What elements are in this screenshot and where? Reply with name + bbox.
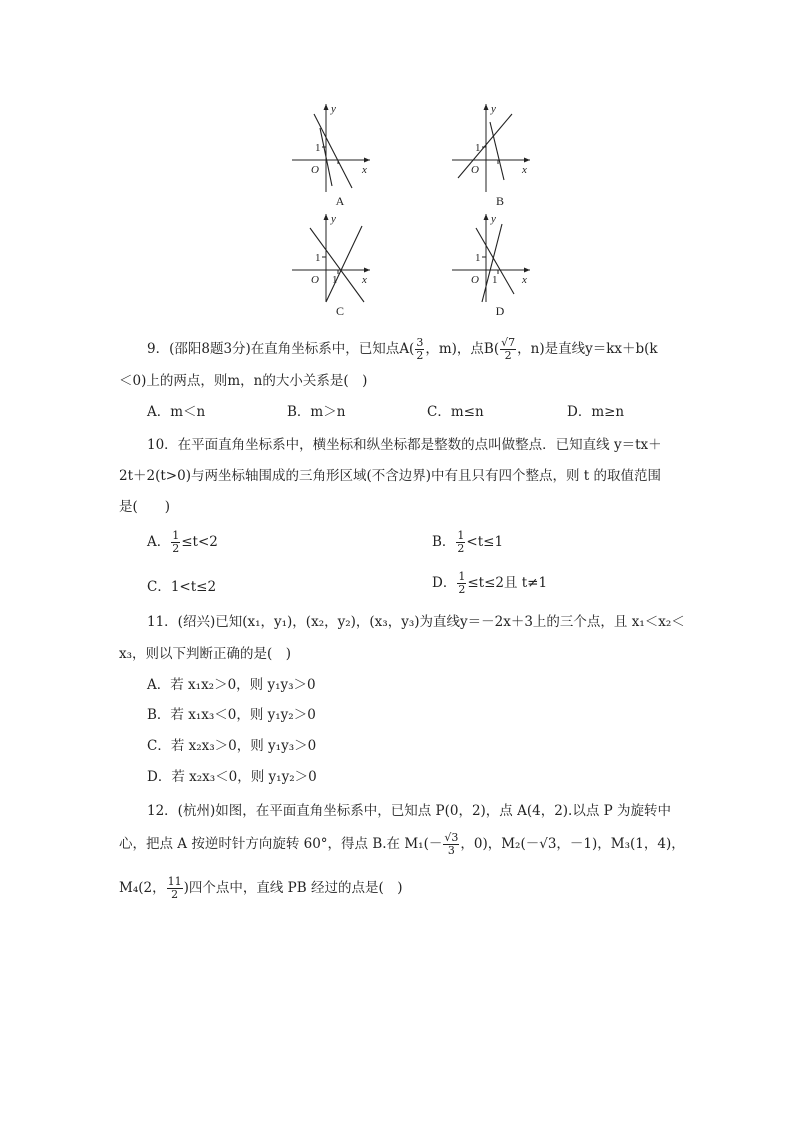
q12-m4-frac: $\frac{11}{2}$ (167, 875, 182, 901)
q11-option-a: A．若 x₁x₂＞0，则 y₁y₃＞0 (147, 677, 316, 693)
q12-line-3: M₄(2， $\frac{11}{2}$ )四个点中，直线 PB 经过的点是( ) (119, 875, 403, 901)
graph-b-caption: B (495, 194, 504, 208)
graph-b-x-label: x (522, 164, 527, 176)
graph-c-x-label: x (362, 274, 367, 286)
q9-option-d: D．m≥n (567, 404, 625, 420)
q12-m1-frac: $\frac{√3}{3}$ (444, 831, 459, 857)
graph-a-y-label: y (331, 103, 336, 115)
graph-c-one: 1 (315, 252, 321, 264)
q12-line-1: 12．(杭州)如图，在平面直角坐标系中，已知点 P(0，2)，点 A(4，2).以点 P 为旋转中 (147, 803, 672, 819)
graph-c-caption: C (335, 304, 344, 318)
graph-c-x-one: 1 (332, 274, 338, 286)
q11-option-c: C．若 x₂x₃＞0，则 y₁y₃＞0 (147, 738, 317, 754)
q10-option-b-frac: $\frac{1}{2}$ (457, 529, 465, 555)
q9-option-b: B．m＞n (287, 404, 346, 420)
q11-line-2: x₃，则以下判断正确的是( ) (119, 646, 292, 662)
q10-line-1: 10．在平面直角坐标系中，横坐标和纵坐标都是整数的点叫做整点．已知直线 y＝tx＋ (147, 437, 662, 453)
q9-line-1 (147, 337, 658, 362)
q10-option-a: A． $\frac{1}{2}$ ≤t<2 (147, 529, 218, 555)
q9-after-b: ，n)是直线y＝kx＋b(k (517, 341, 658, 357)
q12-line-2: 心，把点 A 按逆时针方向旋转 60°，得点 B.在 M₁(－ $\frac{√3}{3}$ ，0)，M₂(－√3，－1)，M₃(1，4)， (119, 831, 685, 857)
q9-line-2: ＜0)上的两点，则m，n的大小关系是( ) (119, 373, 368, 389)
graph-b-origin: O (471, 164, 479, 176)
graph-b (450, 100, 550, 210)
graph-c (290, 210, 390, 320)
graph-d-one: 1 (475, 252, 481, 264)
graph-a (290, 100, 390, 210)
graph-a-x-label: x (362, 164, 367, 176)
q9-option-c: C．m≤n (427, 404, 484, 420)
q9-lead: 9．(邵阳8题3分)在直角坐标系中，已知点 (147, 341, 400, 357)
graph-d-caption: D (495, 304, 505, 318)
q10-option-c: C．1<t≤2 (147, 579, 217, 595)
q10-option-d-frac: $\frac{1}{2}$ (458, 570, 466, 596)
q10-line-3: 是( ) (119, 499, 171, 515)
q9-point-b: B( (483, 341, 500, 357)
graph-d (450, 210, 550, 320)
graph-b-y-label: y (491, 103, 496, 115)
graph-d-y-label: y (491, 213, 496, 225)
q9-frac-a: $\frac{3}{2}$ (416, 336, 424, 362)
graph-a-one: 1 (315, 142, 321, 154)
q9-point-a: A( (399, 341, 415, 357)
q10-option-b: B． $\frac{1}{2}$ <t≤1 (432, 529, 504, 555)
graph-d-plot (450, 210, 550, 305)
graph-b-one: 1 (475, 142, 481, 154)
graph-c-y-label: y (331, 213, 336, 225)
q9-option-a: A．m＜n (147, 404, 206, 420)
graph-a-origin: O (311, 164, 319, 176)
graph-d-x-one: 1 (492, 274, 498, 286)
q10-option-d: D． $\frac{1}{2}$ ≤t≤2且 t≠1 (432, 570, 548, 596)
q11-line-1: 11．(绍兴)已知(x₁，y₁)，(x₂，y₂)，(x₃，y₃)为直线y＝－2x＋3上的三个点，且 x₁＜x₂＜ (147, 614, 685, 630)
graph-c-origin: O (311, 274, 319, 286)
graph-d-origin: O (471, 274, 479, 286)
graph-d-x-label: x (522, 274, 527, 286)
graph-b-plot (450, 100, 550, 195)
q11-option-d: D．若 x₂x₃＜0，则 y₁y₂＞0 (147, 769, 317, 785)
q9-after-a: ，m)，点 (425, 341, 484, 357)
graph-a-caption: A (335, 194, 345, 208)
graph-c-plot (290, 210, 390, 305)
q10-line-2: 2t＋2(t>0)与两坐标轴围成的三角形区域(不含边界)中有且只有四个整点，则 t 的取值范围 (119, 468, 662, 484)
q11-option-b: B．若 x₁x₃＜0，则 y₁y₂＞0 (147, 707, 316, 723)
graph-a-plot (290, 100, 390, 195)
q9-frac-b: $\frac{√7}{2}$ (501, 336, 516, 362)
q10-option-a-frac: $\frac{1}{2}$ (172, 529, 180, 555)
